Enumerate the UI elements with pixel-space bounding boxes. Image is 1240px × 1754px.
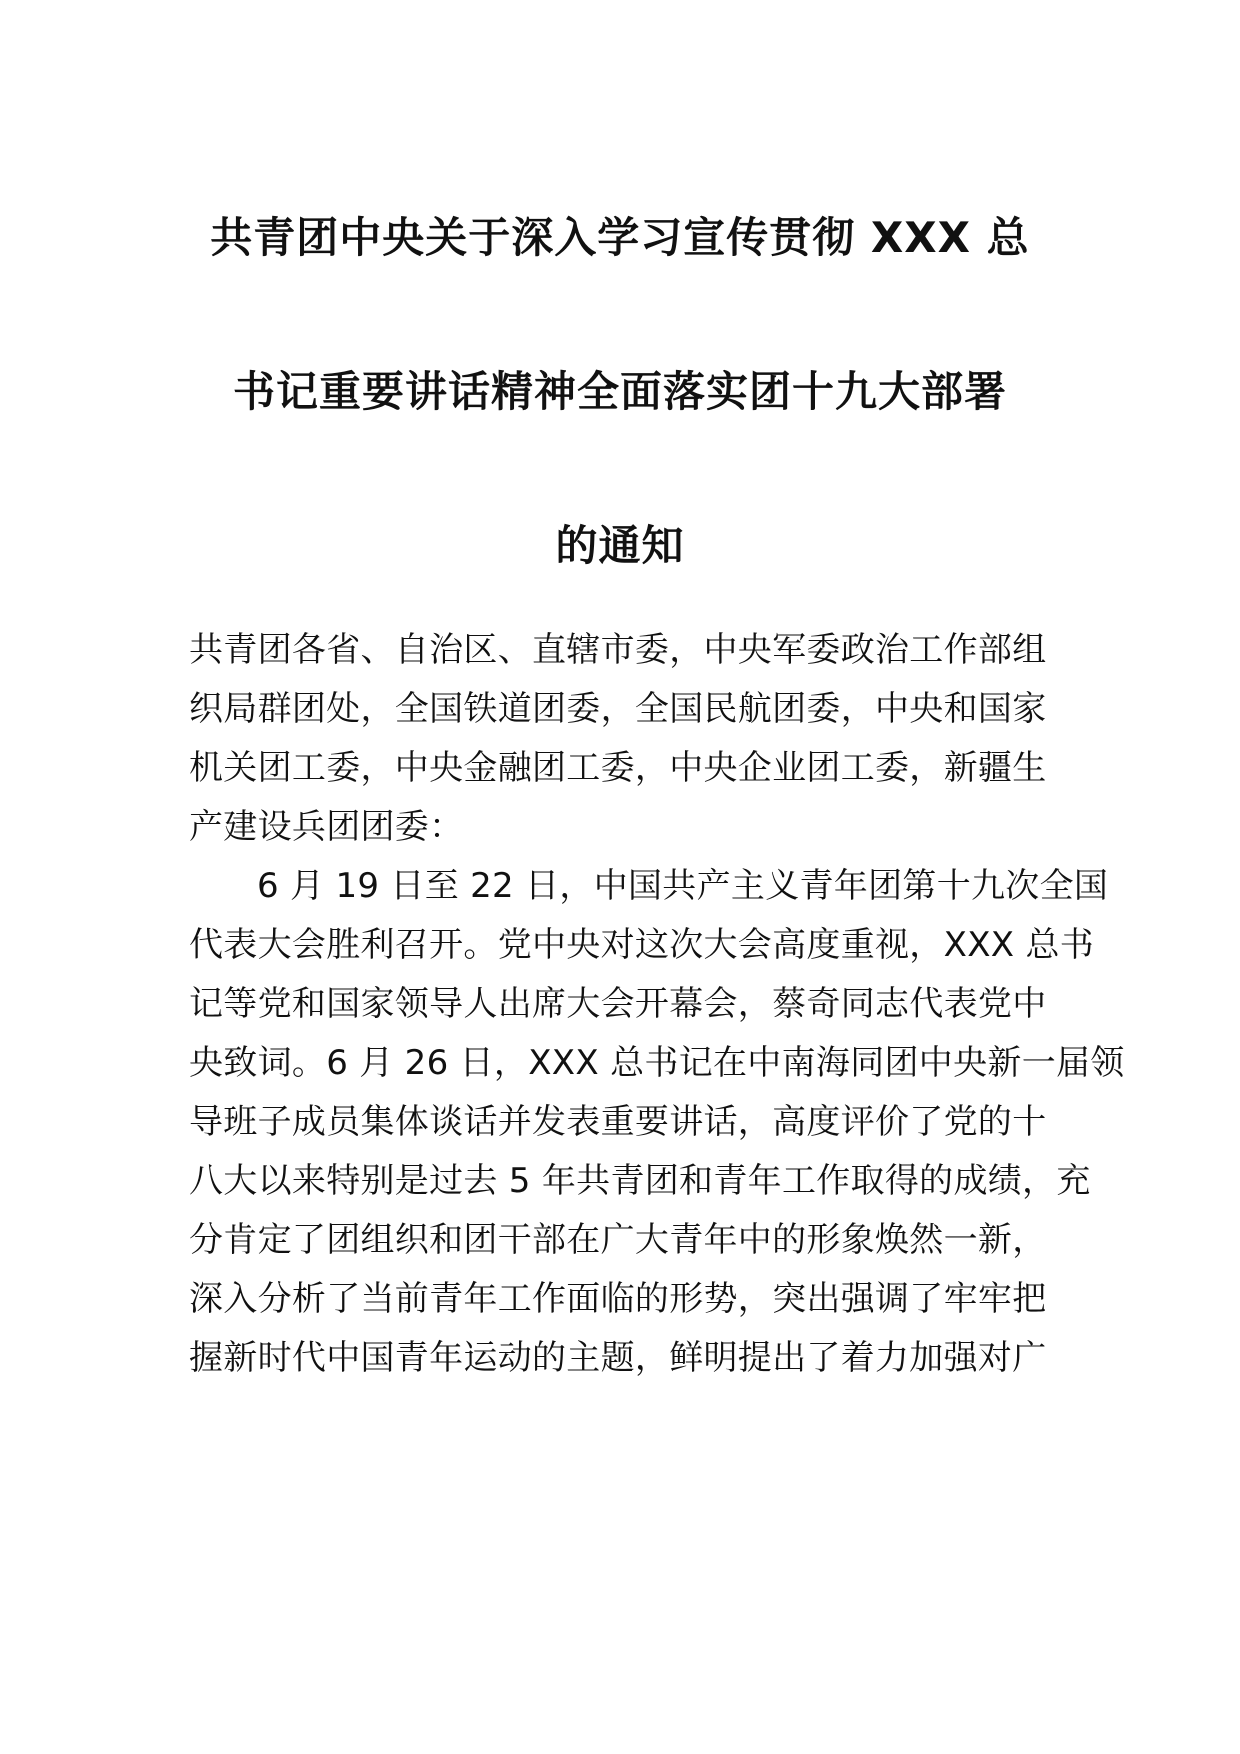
document-title-line-2: 书记重要讲话精神全面落实团十九大部署 bbox=[232, 367, 1007, 416]
salutation-line-2: 织局群团处，全国铁道团委，全国民航团委，中央和国家 bbox=[189, 689, 1047, 729]
paragraph-line-2: 代表大会胜利召开。党中央对这次大会高度重视，XXX 总书 bbox=[189, 925, 1095, 965]
document-title-line-3: 的通知 bbox=[555, 521, 685, 570]
salutation-line-1: 共青团各省、自治区、直辖市委，中央军委政治工作部组 bbox=[189, 630, 1047, 670]
paragraph-line-3: 记等党和国家领导人出席大会开幕会，蔡奇同志代表党中 bbox=[189, 984, 1047, 1024]
paragraph-line-9: 握新时代中国青年运动的主题，鲜明提出了着力加强对广 bbox=[189, 1338, 1047, 1378]
document-title-line-1: 共青团中央关于深入学习宣传贯彻 XXX 总 bbox=[210, 213, 1030, 262]
paragraph-line-8: 深入分析了当前青年工作面临的形势，突出强调了牢牢把 bbox=[189, 1279, 1047, 1319]
paragraph-line-7: 分肯定了团组织和团干部在广大青年中的形象焕然一新， bbox=[189, 1220, 1047, 1260]
paragraph-line-6: 八大以来特别是过去 5 年共青团和青年工作取得的成绩，充 bbox=[189, 1161, 1091, 1201]
salutation-line-4: 产建设兵团团委： bbox=[189, 807, 464, 847]
paragraph-line-1: 6 月 19 日至 22 日，中国共产主义青年团第十九次全国 bbox=[257, 866, 1109, 906]
paragraph-line-5: 导班子成员集体谈话并发表重要讲话，高度评价了党的十 bbox=[189, 1102, 1047, 1142]
paragraph-line-4: 央致词。6 月 26 日，XXX 总书记在中南海同团中央新一届领 bbox=[189, 1043, 1125, 1083]
salutation-line-3: 机关团工委，中央金融团工委，中央企业团工委，新疆生 bbox=[189, 748, 1047, 788]
